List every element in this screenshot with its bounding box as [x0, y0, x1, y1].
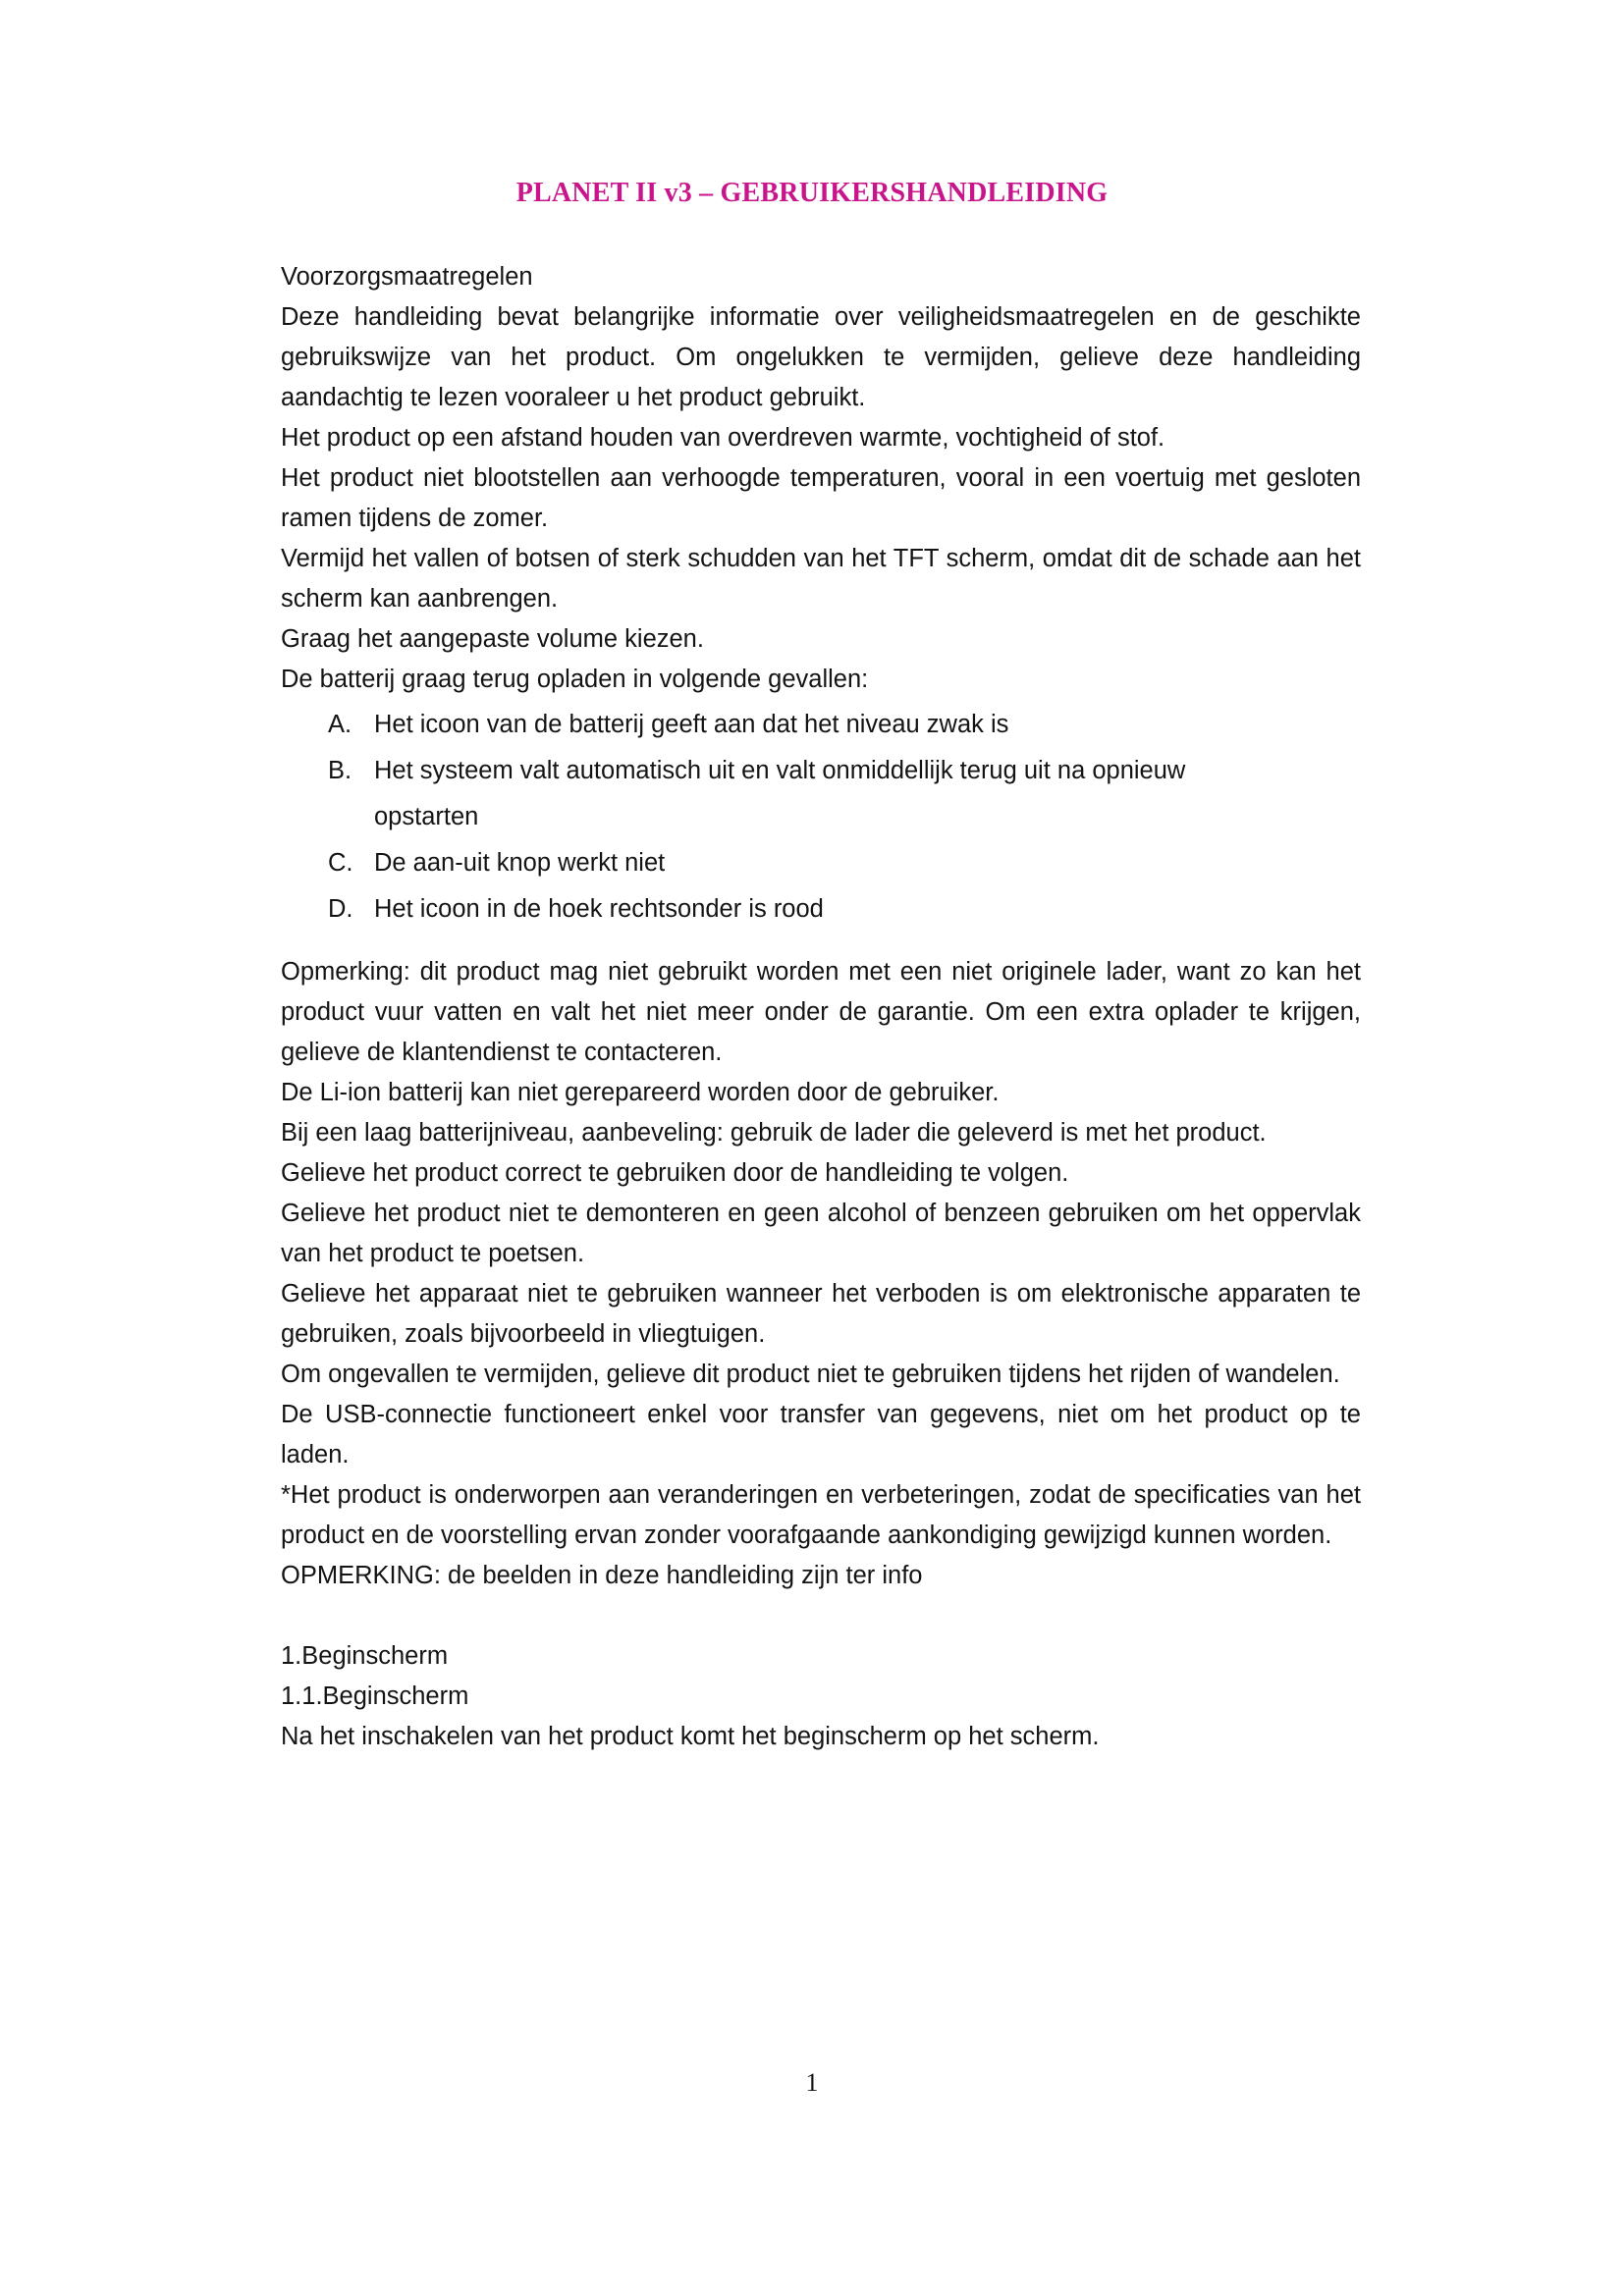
paragraph: Opmerking: dit product mag niet gebruikt worden met een niet originele lader, want zo kan het product vuur vatten en valt het niet meer onder de garantie. Om een extra oplader te krijgen, gelieve de klantendienst te contacteren.: [281, 958, 1361, 1066]
paragraph: Bij een laag batterijniveau, aanbeveling: gebruik de lader die geleverd is met het product.: [281, 1119, 1267, 1147]
list-item-text: Het systeem valt automatisch uit en valt onmiddellijk terug uit na opnieuw opstarten: [374, 757, 1186, 830]
section-heading: 1.Beginscherm: [281, 1642, 449, 1670]
list-item: [281, 748, 1361, 840]
paragraph: Het product niet blootstellen aan verhoogde temperaturen, vooral in een voertuig met gesloten ramen tijdens de zomer.: [281, 464, 1361, 532]
document-body: [281, 257, 1361, 1757]
paragraph: De Li-ion batterij kan niet gerepareerd worden door de gebruiker.: [281, 1079, 1000, 1106]
battery-charge-list: [281, 702, 1361, 933]
list-marker: B.: [328, 757, 352, 784]
paragraph: Gelieve het product niet te demonteren en geen alcohol of benzeen gebruiken om het oppervlak van het product te poetsen.: [281, 1200, 1361, 1267]
page-number: 1: [805, 2068, 819, 2097]
paragraph: Deze handleiding bevat belangrijke informatie over veiligheidsmaatregelen en de geschikte gebruikswijze van het product. Om ongelukken te vermijden, gelieve deze handleiding aandachtig te lezen vooraleer u het product gebruikt.: [281, 303, 1361, 411]
list-item-text: Het icoon in de hoek rechtsonder is rood: [374, 895, 824, 923]
list-item-text: Het icoon van de batterij geeft aan dat het niveau zwak is: [374, 711, 1009, 738]
document-title: PLANET II v3 – GEBRUIKERSHANDLEIDING: [515, 178, 1109, 208]
paragraph: Graag het aangepaste volume kiezen.: [281, 625, 704, 653]
paragraph: Gelieve het apparaat niet te gebruiken wanneer het verboden is om elektronische apparaten te gebruiken, zoals bijvoorbeeld in vliegtuigen.: [281, 1280, 1361, 1348]
paragraph: Na het inschakelen van het product komt het beginscherm op het scherm.: [281, 1723, 1100, 1750]
list-item: [281, 886, 1361, 933]
list-item-text: De aan-uit knop werkt niet: [374, 849, 666, 877]
list-item: [281, 702, 1361, 748]
section-subheading: 1.1.Beginscherm: [281, 1682, 469, 1710]
spacer: [281, 1596, 1361, 1636]
paragraph: OPMERKING: de beelden in deze handleiding zijn ter info: [281, 1562, 923, 1589]
paragraph: Vermijd het vallen of botsen of sterk schudden van het TFT scherm, omdat dit de schade aan het scherm kan aanbrengen.: [281, 545, 1361, 613]
paragraph: De USB-connectie functioneert enkel voor transfer van gegevens, niet om het product op te laden.: [281, 1401, 1361, 1468]
list-item: [281, 840, 1361, 886]
precautions-heading: Voorzorgsmaatregelen: [281, 263, 533, 291]
paragraph: Het product op een afstand houden van overdreven warmte, vochtigheid of stof.: [281, 424, 1165, 452]
paragraph: Gelieve het product correct te gebruiken door de handleiding te volgen.: [281, 1159, 1069, 1187]
spacer: [281, 933, 1361, 952]
list-marker: D.: [328, 895, 353, 923]
list-marker: C.: [328, 849, 353, 877]
list-marker: A.: [328, 711, 352, 738]
paragraph: Om ongevallen te vermijden, gelieve dit product niet te gebruiken tijdens het rijden of wandelen.: [281, 1361, 1340, 1388]
paragraph: De batterij graag terug opladen in volgende gevallen:: [281, 666, 869, 693]
paragraph: *Het product is onderworpen aan veranderingen en verbeteringen, zodat de specificaties van het product en de voorstelling ervan zonder voorafgaande aankondiging gewijzigd kunnen worden.: [281, 1481, 1361, 1549]
